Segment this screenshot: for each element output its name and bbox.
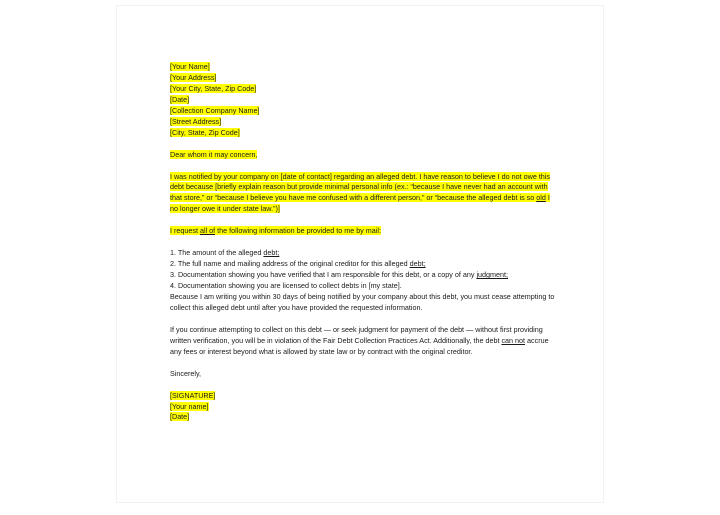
intro-old-emphasis: old xyxy=(536,193,546,203)
request-emphasis: all of xyxy=(199,226,216,236)
list-item-text: 1. The amount of the alleged xyxy=(170,248,264,258)
request-text-after: the following information be provided to me by mail: xyxy=(215,226,381,236)
sender-line xyxy=(170,84,556,95)
intro-text-part2: regarding an alleged debt. I have reason to believe I do not owe this debt because xyxy=(170,171,550,192)
request-text-before: I request xyxy=(170,226,200,236)
letter-body xyxy=(170,62,556,423)
signature-date: [Date] xyxy=(170,412,190,422)
salutation-block xyxy=(170,150,556,161)
list-item xyxy=(170,259,556,270)
signature-block xyxy=(170,391,556,424)
sender-line xyxy=(170,73,556,84)
sender-address-block xyxy=(170,62,556,139)
sender-city-state-zip: [Your City, State, Zip Code] xyxy=(170,83,257,93)
sender-name: [Your Name] xyxy=(170,62,210,71)
warning-text-part2: accrue any fees or interest beyond what is allowed by state law or by contract with the original creditor. xyxy=(170,335,549,356)
list-item-text: 3. Documentation showing you have verified that I am responsible for this debt, or a copy of any xyxy=(170,270,477,280)
letter-date: [Date] xyxy=(170,94,190,104)
list-item-text: 2. The full name and mailing address of the original creditor for this alleged xyxy=(170,259,410,269)
intro-text-part3: [briefly explain reason but provide minimal personal info (ex.: “because I have never had an account with that store,” or “because I believe you have me confused with a different person,” or “because the alleged debt is so xyxy=(170,182,548,203)
list-item xyxy=(170,270,556,281)
notice-paragraph: Because I am writing you within 30 days of being notified by your company about this debt, you must cease attempting to collect this alleged debt until after you have provided the requested information. xyxy=(170,291,555,312)
numbered-list xyxy=(170,248,556,292)
intro-text-part1: I was notified by your company on xyxy=(170,171,281,181)
request-line xyxy=(170,226,556,237)
contact-date-field: [date of contact] xyxy=(280,171,332,181)
closing: Sincerely, xyxy=(170,368,202,378)
sender-address: [Your Address] xyxy=(170,72,217,82)
intro-text-part4: I no longer owe it under state law.”)] xyxy=(170,193,550,214)
list-item xyxy=(170,248,556,259)
warning-paragraph xyxy=(170,325,556,358)
list-item-text: 4. Documentation showing you are licensed to collect debts in [my state]. xyxy=(170,281,402,290)
signature-name: [Your name] xyxy=(170,401,209,411)
salutation: Dear whom it may concern, xyxy=(170,149,258,159)
warning-emphasis: can not xyxy=(501,335,526,345)
list-item-underline: debt; xyxy=(409,259,426,269)
recipient-street: [Street Address] xyxy=(170,116,222,126)
list-item-underline: debt; xyxy=(263,248,280,258)
sender-line xyxy=(170,95,556,106)
sender-line xyxy=(170,62,556,73)
recipient-city-state-zip: [City, State, Zip Code] xyxy=(170,127,240,137)
list-item-underline: judgment; xyxy=(476,270,509,280)
sender-line xyxy=(170,128,556,139)
warning-text-part1: If you continue attempting to collect on this debt — or seek judgment for payment of the debt — without first providing written verification, you will be in violation of the Fair Debt Collection Practices Act. Additionally, the debt xyxy=(170,324,543,345)
recipient-company: [Collection Company Name] xyxy=(170,105,260,115)
intro-paragraph xyxy=(170,172,556,216)
signature-placeholder: [SIGNATURE] xyxy=(170,390,216,400)
list-item xyxy=(170,281,556,292)
document-page xyxy=(117,6,603,502)
sender-line xyxy=(170,106,556,117)
sender-line xyxy=(170,117,556,128)
